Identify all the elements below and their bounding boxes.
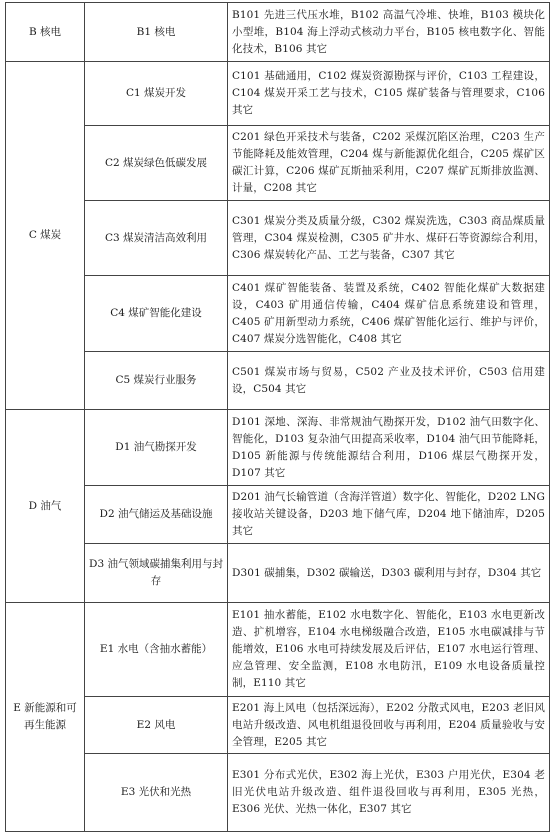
subcategory-cell: C1 煤炭开发 (85, 62, 228, 126)
table-row (6, 486, 550, 544)
table-row (6, 62, 550, 126)
table-row (6, 544, 550, 603)
subcategory-cell: D1 油气勘探开发 (85, 410, 228, 486)
items-cell: C501 煤炭市场与贸易，C502 产业及技术评价，C503 信用建设，C504 其它 (228, 352, 550, 410)
items-cell: C201 绿色开采技术与装备，C202 采煤沉陷区治理，C203 生产节能降耗及能效管理，C204 煤与新能源优化组合，C205 煤矿区碳汇计算，C206 煤矿瓦斯抽采利用，C207 煤矿瓦斯排放监测、计量，C208 其它 (228, 126, 550, 201)
table-row (6, 697, 550, 754)
table-row (6, 276, 550, 352)
items-cell: C401 煤矿智能装备、装置及系统，C402 智能化煤矿大数据建设，C403 矿用通信传输，C404 煤矿信息系统建设和管理，C405 矿用新型动力系统，C406 煤矿智能化运行、维护与评价，C407 煤炭分选智能化，C408 其它 (228, 276, 550, 352)
items-cell: D201 油气长输管道（含海洋管道）数字化、智能化，D202 LNG 接收站关键设备，D203 地下储气库，D204 地下储油库，D205 其它 (228, 486, 550, 544)
items-cell: E301 分布式光伏，E302 海上光伏，E303 户用光伏，E304 老旧光伏电站升级改造、组件退役回收与再利用，E305 光热，E306 光伏、光热一体化，E307 其它 (228, 754, 550, 832)
subcategory-cell: B1 核电 (85, 3, 228, 62)
subcategory-cell: C5 煤炭行业服务 (85, 352, 228, 410)
table-row (6, 352, 550, 410)
items-cell: C101 基础通用，C102 煤炭资源勘探与评价，C103 工程建设，C104 煤炭开采工艺与技术，C105 煤矿装备与管理要求，C106 其它 (228, 62, 550, 126)
table-row (6, 126, 550, 201)
subcategory-cell: D2 油气储运及基础设施 (85, 486, 228, 544)
table-row (6, 410, 550, 486)
subcategory-cell: C2 煤炭绿色低碳发展 (85, 126, 228, 201)
items-cell: E101 抽水蓄能，E102 水电数字化、智能化，E103 水电更新改造、扩机增容，E104 水电梯级融合改造，E105 水电碳减排与节能增效，E106 水电可持续发展及后评估，E107 水电运行管理、应急管理、安全监测，E108 水电防汛，E109 水电设备质量控制，E110 其它 (228, 603, 550, 697)
category-cell: B 核电 (6, 3, 85, 62)
category-cell: C 煤炭 (6, 62, 85, 410)
classification-table (5, 2, 550, 832)
category-cell: D 油气 (6, 410, 85, 603)
items-cell: D101 深地、深海、非常规油气勘探开发，D102 油气田数字化、智能化，D103 复杂油气田提高采收率，D104 油气田节能降耗，D105 新能源与传统能源结合利用，D106 煤层气勘探开发，D107 其它 (228, 410, 550, 486)
subcategory-cell: E1 水电（含抽水蓄能） (85, 603, 228, 697)
table-row (6, 754, 550, 832)
subcategory-cell: D3 油气领域碳捕集利用与封存 (85, 544, 228, 603)
subcategory-cell: C4 煤矿智能化建设 (85, 276, 228, 352)
category-cell: E 新能源和可再生能源 (6, 603, 85, 832)
items-cell: D301 碳捕集，D302 碳输送，D303 碳利用与封存，D304 其它 (228, 544, 550, 603)
subcategory-cell: C3 煤炭清洁高效利用 (85, 201, 228, 276)
table-row (6, 603, 550, 697)
items-cell: B101 先进三代压水堆，B102 高温气冷堆、快堆，B103 模块化小型堆，B104 海上浮动式核动力平台，B105 核电数字化、智能化技术，B106 其它 (228, 3, 550, 62)
items-cell: E201 海上风电（包括深远海），E202 分散式风电，E203 老旧风电站升级改造、风电机组退役回收与再利用，E204 质量验收与安全管理，E205 其它 (228, 697, 550, 754)
subcategory-cell: E2 风电 (85, 697, 228, 754)
subcategory-cell: E3 光伏和光热 (85, 754, 228, 832)
table-row (6, 201, 550, 276)
table-row (6, 3, 550, 62)
items-cell: C301 煤炭分类及质量分级，C302 煤炭洗选，C303 商品煤质量管理，C304 煤炭检测，C305 矿井水、煤矸石等资源综合利用，C306 煤炭转化产品、工艺与装备，C307 其它 (228, 201, 550, 276)
